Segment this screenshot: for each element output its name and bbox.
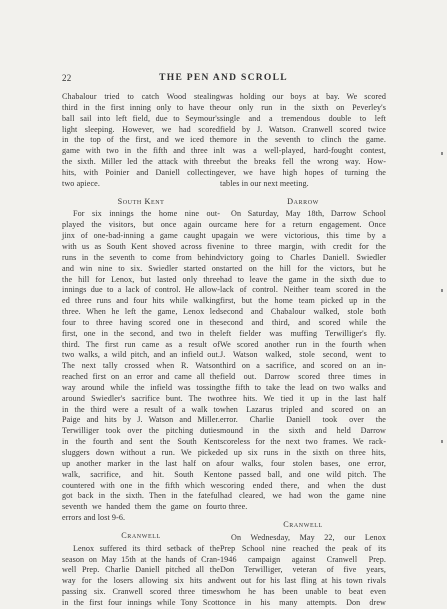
text-line: Don Terwilliger, veteran of five years,	[220, 565, 386, 575]
text-line: field by J. Watson. Cranwell scored twice	[220, 124, 386, 134]
text-line: third on a sacrifice, and scored on an in-	[220, 361, 386, 371]
text-line: in the first four innings while Tony Scott	[62, 597, 220, 607]
text-line: lack of control. Neither team scored in the	[220, 285, 386, 295]
text-line: the hill for Lenox, but lasted only three	[62, 274, 220, 284]
text-line: ball sail into left field, due to Seymour's	[62, 113, 220, 123]
right-column	[220, 92, 386, 609]
section-heading-south-kent: South Kent	[117, 196, 165, 206]
text-line: game with two in the fifth and three in	[62, 146, 220, 156]
text-line: Chabalour tried to catch Wood stealing	[62, 92, 220, 101]
text-line: second and Chabalour walked, stole both	[220, 307, 386, 317]
text-line: but the breaks fell the wrong way. How-	[220, 157, 386, 167]
text-line: Lenox suffered its third setback of the	[73, 543, 220, 553]
text-line: walk, sacrifice, and hit. South Kent	[62, 469, 220, 479]
section-heading-cranwell: Cranwell	[283, 520, 323, 530]
text-line: victory going to Charles Daniell. Swiedler	[220, 252, 386, 262]
text-line: the fifth to take the lead on two walks and	[220, 382, 386, 392]
margin-mark	[441, 440, 443, 443]
text-line: four to three having scored one in the	[62, 317, 220, 327]
text-line: On Wednesday, May 22, our Lenox	[231, 532, 386, 542]
text-line: left fielder was muffing Terwilliger's fly.	[220, 328, 386, 338]
text-line: played the visitors, but once again our	[62, 220, 220, 230]
paragraph	[62, 209, 220, 523]
text-line: and win nine to six. Swiedler started on	[62, 263, 220, 273]
text-line: On Saturday, May 18th, Darrow School	[231, 209, 386, 219]
section-heading-darrow: Darrow	[287, 196, 319, 206]
text-line: runs in the seventh to come from behind	[62, 252, 220, 262]
text-line: got back in the sixth. Then in the fateful	[62, 491, 220, 501]
text-line: scoring ended there, and when the dust	[220, 480, 386, 490]
text-line: when Lazarus tripled and scored on an	[220, 404, 386, 414]
margin-mark	[441, 289, 443, 292]
text-line: three hits. We tied it up in the last half	[220, 393, 386, 403]
text-line: season on May 15th at the hands of Cran-	[62, 554, 220, 564]
text-line: our only run in the sixth on Peverley's	[220, 102, 386, 112]
text-line: second and third, and scored while the	[220, 317, 386, 327]
text-line: came here for a return engagement. Once	[220, 220, 386, 230]
text-line: seventh we handed them the game on four	[62, 502, 220, 512]
text-line: error. Charlie Daniell took over the	[220, 415, 386, 425]
text-line: four walks, four stolen bases, one error,	[220, 458, 386, 468]
text-line: ed three runs and four hits while walking	[62, 296, 220, 306]
text-line: It was a well-played, hard-fought contest,	[220, 146, 386, 156]
text-line: sluggers down without a run. We picked	[62, 448, 220, 457]
margin-mark	[441, 152, 443, 155]
text-line: up another marker in the last half on a	[62, 458, 220, 468]
text-line: with us as South Kent shoved across five	[62, 241, 220, 251]
text-line: third in the first inning only to have the	[62, 102, 220, 112]
text-line: first, one in the second, and two in the	[62, 328, 220, 338]
text-line: to three.	[220, 502, 248, 512]
text-line: well Prep. Charlie Daniell pitched all the	[62, 565, 220, 575]
journal-title: THE PEN AND SCROLL	[159, 73, 288, 83]
text-line: started on the hill for the victors, but he	[220, 263, 386, 273]
text-line: in the fourth and sent the South Kent	[62, 437, 220, 447]
text-line: tables in our next meeting.	[220, 178, 309, 188]
page-header	[62, 73, 385, 85]
text-line: ed up six runs in the sixth on three hits,	[220, 448, 386, 457]
text-line: scoreless for the next two frames. We rack-	[220, 437, 386, 447]
text-line: more in the seventh to clinch the game.	[220, 135, 386, 145]
paragraph	[62, 544, 220, 609]
text-line: had cleared, we had won the game nine	[220, 491, 386, 501]
text-line: Paige and hits by J. Watson and Miller.	[62, 415, 220, 425]
text-line: one passed ball, and one wild pitch. The	[220, 469, 386, 479]
page-number: 22	[62, 73, 72, 83]
text-line: countered with one in the fifth which we	[62, 480, 220, 490]
text-line: way for the losers allowing six hits and	[62, 576, 220, 586]
text-line: around Swiedler's sacrifice bunt. The two	[62, 393, 220, 403]
text-line: again we were victorious, this time by a	[220, 231, 386, 241]
text-line: was holding our boys at bay. We scored	[220, 92, 386, 101]
text-line: innings due to a lack of control. He allow-	[62, 285, 220, 295]
text-line: We scored another run in the fourth when	[220, 339, 386, 349]
text-line: reached first on an error and came all the	[62, 372, 220, 382]
text-line: in the third were a result of a walk to	[62, 404, 220, 414]
text-line: nine to three margin, with credit for the	[220, 241, 386, 251]
left-column	[62, 92, 220, 609]
paragraph	[62, 92, 220, 190]
text-line: in the top of the first, and we iced the	[62, 135, 220, 145]
text-line: The next tally crossed when R. Watson	[62, 361, 220, 371]
text-line: mound in the sixth and held Darrow	[220, 426, 386, 436]
text-line: went out for his last fling at his town rivals	[220, 576, 386, 586]
text-line: ever, we have high hopes of turning the	[220, 167, 386, 177]
text-line: Prep School nine reached the peak of its	[220, 543, 386, 553]
text-line: third. The first run came as a result of	[62, 339, 220, 349]
text-line: J. Watson walked, stole second, went to	[220, 350, 386, 360]
text-line: field out. Darrow scored three times in	[220, 372, 386, 382]
text-line: For six innings the home nine out-	[73, 209, 220, 219]
text-line: the sixth. Miller led the attack with three	[62, 157, 220, 167]
text-line: passing six. Cranwell scored three times	[62, 587, 220, 597]
text-line: 1946 campaign against Cranwell Prep.	[220, 554, 386, 564]
text-line: two apiece.	[62, 178, 100, 188]
paragraph	[220, 209, 386, 513]
text-line: jinx of one-bad-inning a game caught up	[62, 231, 220, 241]
text-line: Terwilliger took over the pitching duties	[62, 426, 220, 436]
text-line: had to leave the game in the sixth due to	[220, 274, 386, 284]
paragraph	[220, 92, 386, 190]
text-line: three. When he left the game, Lenox led	[62, 307, 220, 317]
text-line: light sleeping. However, we had scored	[62, 124, 220, 134]
text-line: first, but the home team picked up in the	[220, 296, 386, 306]
paragraph	[220, 533, 386, 609]
text-line: way around while the infield was tossing	[62, 382, 220, 392]
section-heading-cranwell: Cranwell	[121, 530, 161, 540]
text-line: two walks, a wild pitch, and an infield out.	[62, 350, 220, 360]
text-line: whom he has been unable to beat even	[220, 587, 386, 597]
text-line: single and a tremendous double to left	[220, 113, 386, 123]
text-line: once in his many attempts. Don drew	[220, 597, 386, 607]
text-line: errors and lost 9-6.	[62, 513, 126, 523]
text-line: hits, with Poinier and Daniell collecting	[62, 167, 220, 177]
